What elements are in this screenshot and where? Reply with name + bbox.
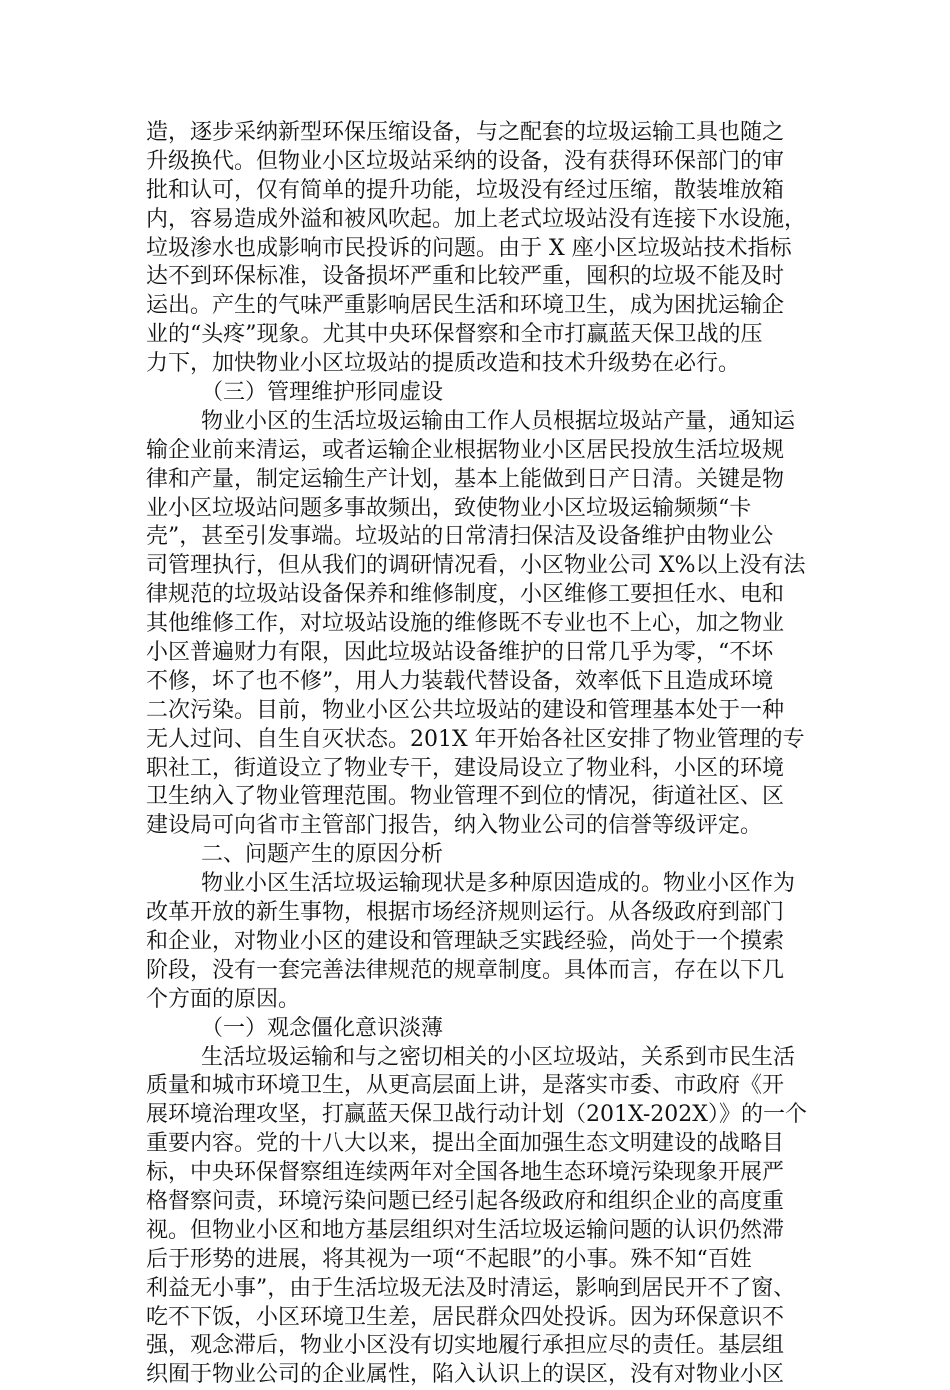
text-line: 二、问题产生的原因分析 [201, 842, 444, 868]
text-line: 利益无小事”，由于生活垃圾无法及时清运，影响到居民开不了窗、 [146, 1275, 796, 1301]
text-line: 格督察问责，环境污染问题已经引起各级政府和组织企业的高度重 [146, 1188, 785, 1214]
text-line: 业的“头疼”现象。尤其中央环保督察和全市打赢蓝天保卫战的压 [146, 322, 763, 348]
text-line: 壳”，甚至引发事端。垃圾站的日常清扫保洁及设备维护由物业公 [146, 524, 774, 550]
text-line: 展环境治理攻坚，打赢蓝天保卫战行动计划（201X-202X）》的一个 [146, 1102, 807, 1128]
text-line: 视。但物业小区和地方基层组织对生活垃圾运输问题的认识仍然滞 [146, 1217, 785, 1243]
text-line: 强，观念滞后，物业小区没有切实地履行承担应尽的责任。基层组 [146, 1333, 785, 1359]
text-line: （一）观念僵化意识淡薄 [201, 1015, 444, 1041]
text-line: 质量和城市环境卫生，从更高层面上讲，是落实市委、市政府《开 [146, 1073, 785, 1099]
text-line: （三）管理维护形同虚设 [201, 380, 444, 406]
text-line: 批和认可，仅有简单的提升功能，垃圾没有经过压缩，散装堆放箱 [146, 177, 785, 203]
text-line: 输企业前来清运，或者运输企业根据物业小区居民投放生活垃圾规 [146, 437, 785, 463]
text-line: 后于形势的进展，将其视为一项“不起眼”的小事。殊不知“百姓 [146, 1246, 752, 1272]
text-line: 二次污染。目前，物业小区公共垃圾站的建设和管理基本处于一种 [146, 697, 785, 723]
text-line: 内，容易造成外溢和被风吹起。加上老式垃圾站没有连接下水设施， [146, 206, 807, 232]
text-line: 司管理执行，但从我们的调研情况看，小区物业公司 X%以上没有法 [146, 553, 806, 579]
text-line: 重要内容。党的十八大以来，提出全面加强生态文明建设的战略目 [146, 1131, 785, 1157]
text-line: 达不到环保标准，设备损坏严重和比较严重，囤积的垃圾不能及时 [146, 264, 785, 290]
text-line: 业小区垃圾站问题多事故频出，致使物业小区垃圾运输频频“卡 [146, 495, 752, 521]
text-line: 生活垃圾运输和与之密切相关的小区垃圾站，关系到市民生活 [201, 1044, 796, 1070]
text-line: 运出。产生的气味严重影响居民生活和环境卫生，成为困扰运输企 [146, 293, 785, 319]
text-line: 吃不下饭，小区环境卫生差，居民群众四处投诉。因为环保意识不 [146, 1304, 785, 1330]
text-line: 阶段，没有一套完善法律规范的规章制度。具体而言，存在以下几 [146, 957, 785, 983]
text-line: 升级换代。但物业小区垃圾站采纳的设备，没有获得环保部门的审 [146, 148, 785, 174]
text-line: 无人过问、自生自灭状态。201X 年开始各社区安排了物业管理的专 [146, 726, 805, 752]
text-line: 改革开放的新生事物，根据市场经济规则运行。从各级政府到部门 [146, 900, 785, 926]
text-line: 不修，坏了也不修”，用人力装载代替设备，效率低下且造成环境 [146, 668, 774, 694]
text-line: 物业小区生活垃圾运输现状是多种原因造成的。物业小区作为 [201, 871, 796, 897]
text-line: 其他维修工作，对垃圾站设施的维修既不专业也不上心，加之物业 [146, 611, 785, 637]
text-line: 和企业，对物业小区的建设和管理缺乏实践经验，尚处于一个摸索 [146, 928, 785, 954]
text-line: 职社工，街道设立了物业专干，建设局设立了物业科，小区的环境 [146, 755, 785, 781]
text-line: 律和产量，制定运输生产计划，基本上能做到日产日清。关键是物 [146, 466, 785, 492]
text-line: 造，逐步采纳新型环保压缩设备，与之配套的垃圾运输工具也随之 [146, 120, 785, 145]
text-line: 个方面的原因。 [146, 986, 301, 1012]
text-line: 物业小区的生活垃圾运输由工作人员根据垃圾站产量，通知运 [201, 408, 796, 434]
text-line: 律规范的垃圾站设备保养和维修制度，小区维修工要担任水、电和 [146, 582, 785, 608]
text-line: 卫生纳入了物业管理范围。物业管理不到位的情况，街道社区、区 [146, 784, 785, 810]
text-line: 小区普遍财力有限，因此垃圾站设备维护的日常几乎为零，“不坏 [146, 640, 774, 666]
text-line: 建设局可向省市主管部门报告，纳入物业公司的信誉等级评定。 [146, 813, 763, 839]
text-line: 垃圾渗水也成影响市民投诉的问题。由于 X 座小区垃圾站技术指标 [146, 235, 792, 261]
document-body [146, 119, 811, 1390]
text-line: 织囿于物业公司的企业属性，陷入认识上的误区，没有对物业小区 [146, 1362, 785, 1388]
text-line: 力下，加快物业小区垃圾站的提质改造和技术升级势在必行。 [146, 351, 741, 377]
text-line: 标，中央环保督察组连续两年对全国各地生态环境污染现象开展严 [146, 1160, 785, 1186]
